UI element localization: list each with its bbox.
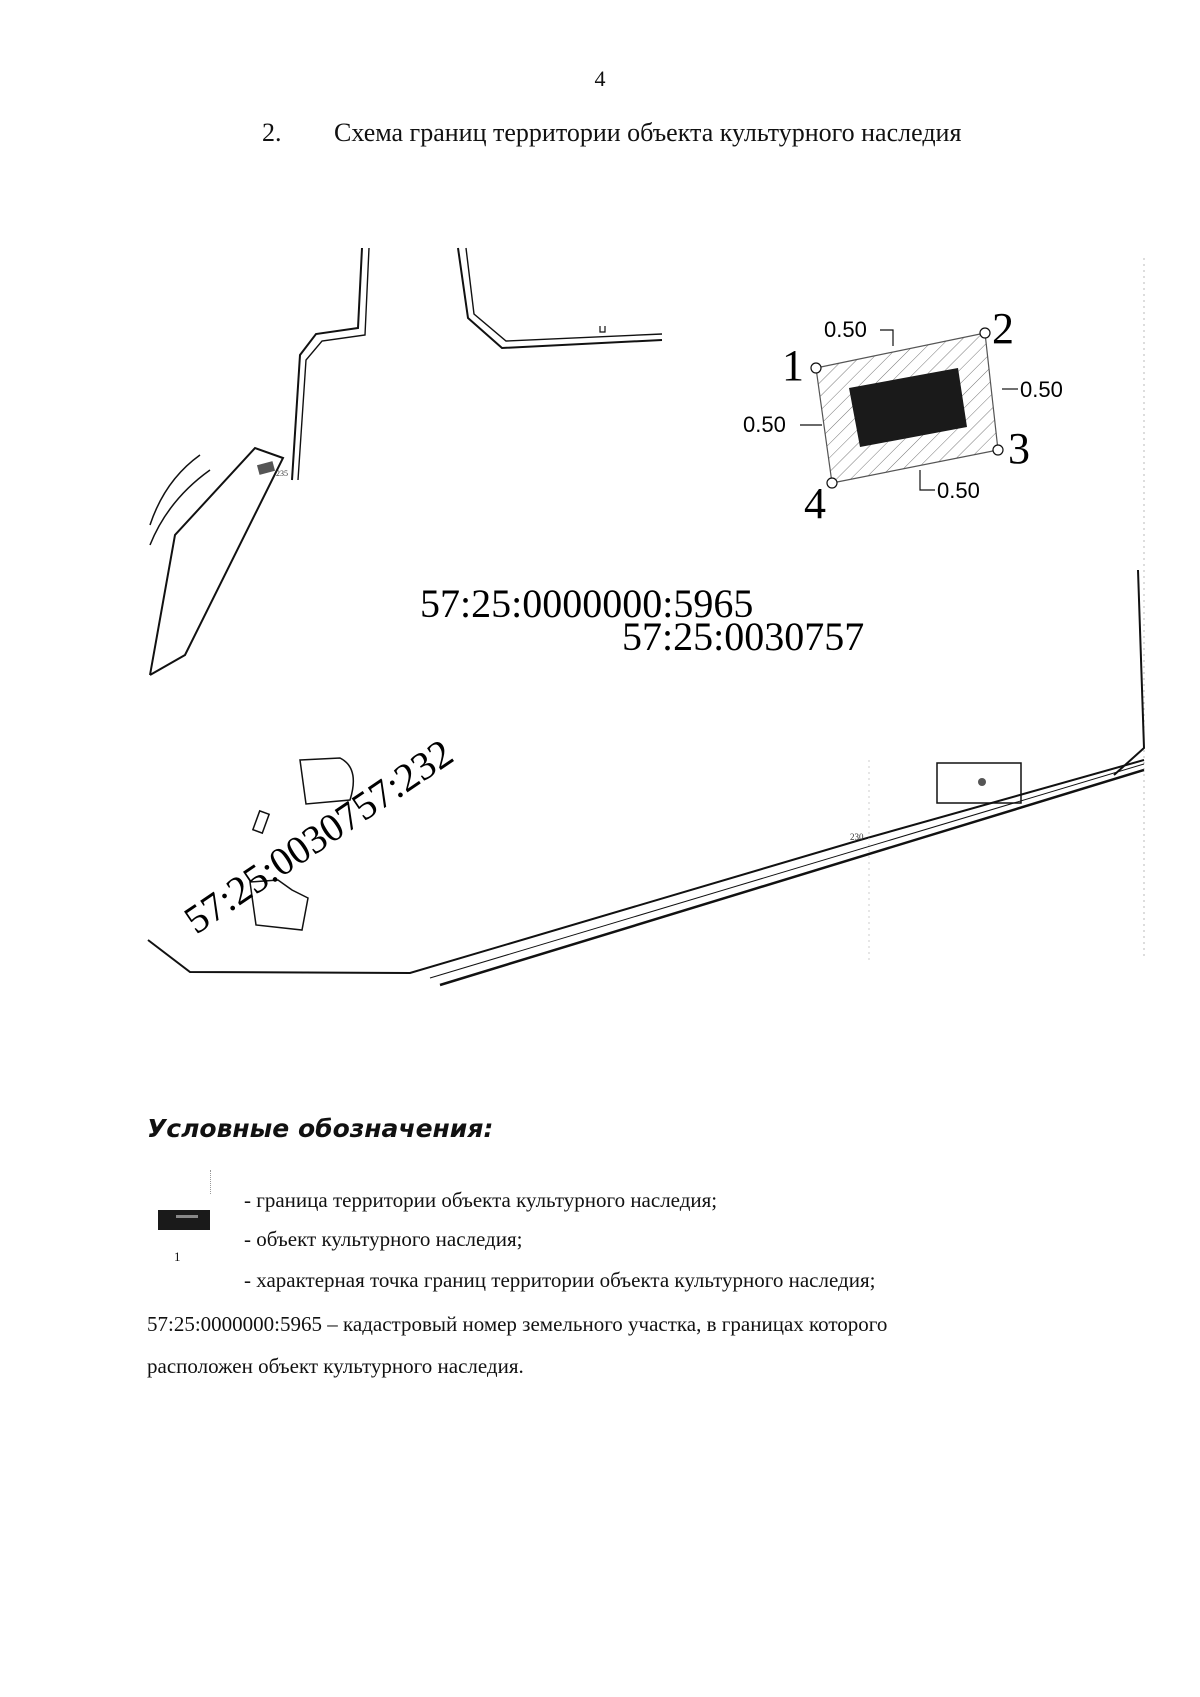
distance-top: 0.50 xyxy=(824,317,867,342)
cadastral-quarter-label: 57:25:0030757 xyxy=(622,614,865,659)
distance-right: 0.50 xyxy=(1020,377,1063,402)
heading-number: 2. xyxy=(262,118,282,147)
page-number: 4 xyxy=(594,66,606,91)
point-marker-1 xyxy=(811,363,821,373)
parcel-boundary-upper-center xyxy=(458,248,662,348)
legend-cadastral-line-1: 57:25:0000000:5965 – кадастровый номер земельного участка, в границах которого xyxy=(147,1312,888,1336)
distance-bottom: 0.50 xyxy=(937,478,980,503)
cadastral-parcel-232-label: 57:25:0030757:232 xyxy=(175,729,461,943)
label-235: 235 xyxy=(276,469,288,478)
road-line xyxy=(440,770,1144,985)
small-shed xyxy=(253,811,269,833)
point-label-2: 2 xyxy=(992,304,1014,353)
point-marker-2 xyxy=(980,328,990,338)
cadastral-parcel-label: 57:25:0000000:5965 xyxy=(420,581,754,626)
parcel-boundary-upper-left xyxy=(292,248,362,480)
legend-item-object: - объект культурного наследия; xyxy=(244,1227,523,1251)
point-label-3: 3 xyxy=(1008,424,1030,473)
legend-cadastral-line-2: расположен объект культурного наследия. xyxy=(147,1354,524,1378)
heading-text: Схема границ территории объекта культурного наследия xyxy=(334,118,962,147)
legend-object-symbol xyxy=(158,1210,210,1230)
legend-title: Условные обозначения: xyxy=(147,1114,494,1143)
label-230: 230 xyxy=(850,832,864,842)
parcel-boundary-left xyxy=(150,448,283,675)
small-building-left xyxy=(257,461,275,475)
legend-point-symbol: 1 xyxy=(174,1249,181,1264)
legend-boundary-symbol xyxy=(210,1170,213,1194)
legend-item-boundary: - граница территории объекта культурного наследия; xyxy=(244,1188,718,1212)
parcel-boundary-right xyxy=(1114,570,1144,775)
point-marker-3 xyxy=(993,445,1003,455)
point-label-1: 1 xyxy=(782,341,804,390)
distance-left: 0.50 xyxy=(743,412,786,437)
point-label-4: 4 xyxy=(804,479,826,528)
point-marker-4 xyxy=(827,478,837,488)
legend-item-point: - характерная точка границ территории объекта культурного наследия; xyxy=(244,1268,876,1292)
